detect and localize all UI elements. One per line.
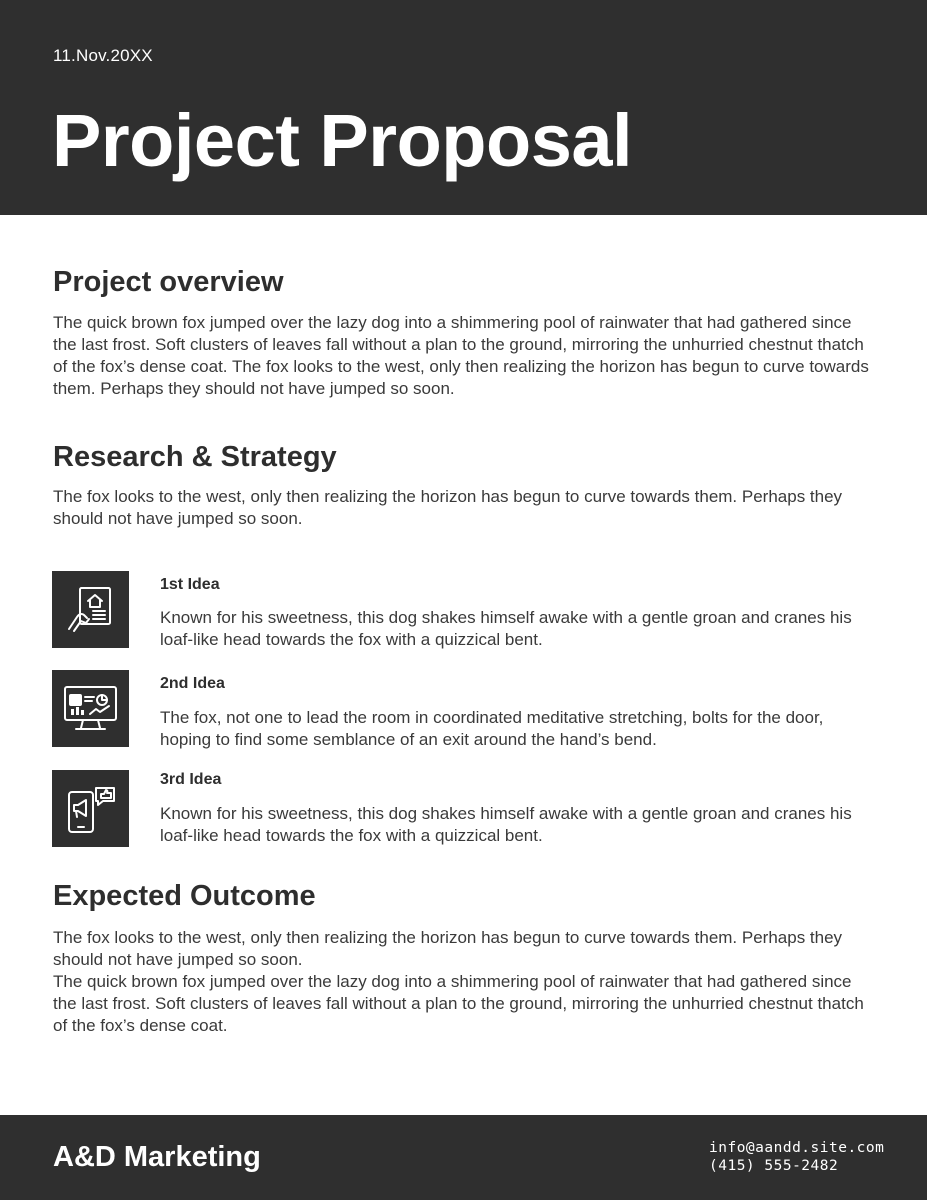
header-band	[0, 0, 927, 215]
footer-phone[interactable]: (415) 555-2482	[709, 1158, 839, 1174]
idea-3-text: Known for his sweetness, this dog shakes himself awake with a gentle groan and cranes his loaf-like head towards the fox with a quizzical bent.	[160, 804, 852, 845]
document-hand-icon	[52, 571, 129, 648]
footer-contact	[709, 1139, 884, 1175]
overview-heading: Project overview	[53, 266, 284, 298]
overview-paragraph	[53, 312, 873, 400]
outcome-heading: Expected Outcome	[53, 880, 316, 912]
idea-2-title: 2nd Idea	[160, 675, 225, 692]
research-heading: Research & Strategy	[53, 441, 337, 473]
header-date: 11.Nov.20XX	[53, 46, 153, 65]
page-title: Project Proposal	[52, 99, 633, 182]
outcome-text-2: The quick brown fox jumped over the lazy dog into a shimmering pool of rainwater that had gathered since the last frost. Soft clusters of leaves fall without a plan to the ground, mirroring the unhurried chestnut thatch of the fox’s dense coat.	[53, 972, 864, 1035]
phone-megaphone-icon	[52, 770, 129, 847]
outcome-text-1: The fox looks to the west, only then realizing the horizon has begun to curve towards them. Perhaps they should not have jumped so soon.	[53, 928, 843, 969]
overview-text: The quick brown fox jumped over the lazy dog into a shimmering pool of rainwater that had gathered since the last frost. Soft clusters of leaves fall without a plan to the ground, mirroring the unhurried chestnut thatch of the fox’s dense coat. The fox looks to the west, only then realizing the horizon has begun to curve towards them. Perhaps they should not have jumped so soon.	[53, 313, 869, 398]
idea-2-text: The fox, not one to lead the room in coordinated meditative stretching, bolts for the door, hoping to find some semblance of an exit around the hand’s bend.	[160, 708, 824, 749]
footer-brand: A&D Marketing	[53, 1141, 261, 1173]
footer-band	[0, 1115, 927, 1200]
idea-1-text: Known for his sweetness, this dog shakes himself awake with a gentle groan and cranes his loaf-like head towards the fox with a quizzical bent.	[160, 608, 852, 649]
footer-email[interactable]: info@aandd.site.com	[709, 1140, 885, 1156]
outcome-paragraph	[53, 927, 873, 1037]
research-text: The fox looks to the west, only then realizing the horizon has begun to curve towards them. Perhaps they should not have jumped so soon.	[53, 487, 843, 528]
idea-1-title: 1st Idea	[160, 576, 220, 593]
research-paragraph	[53, 486, 873, 530]
idea-3-title: 3rd Idea	[160, 771, 222, 788]
monitor-dashboard-icon	[52, 670, 129, 747]
